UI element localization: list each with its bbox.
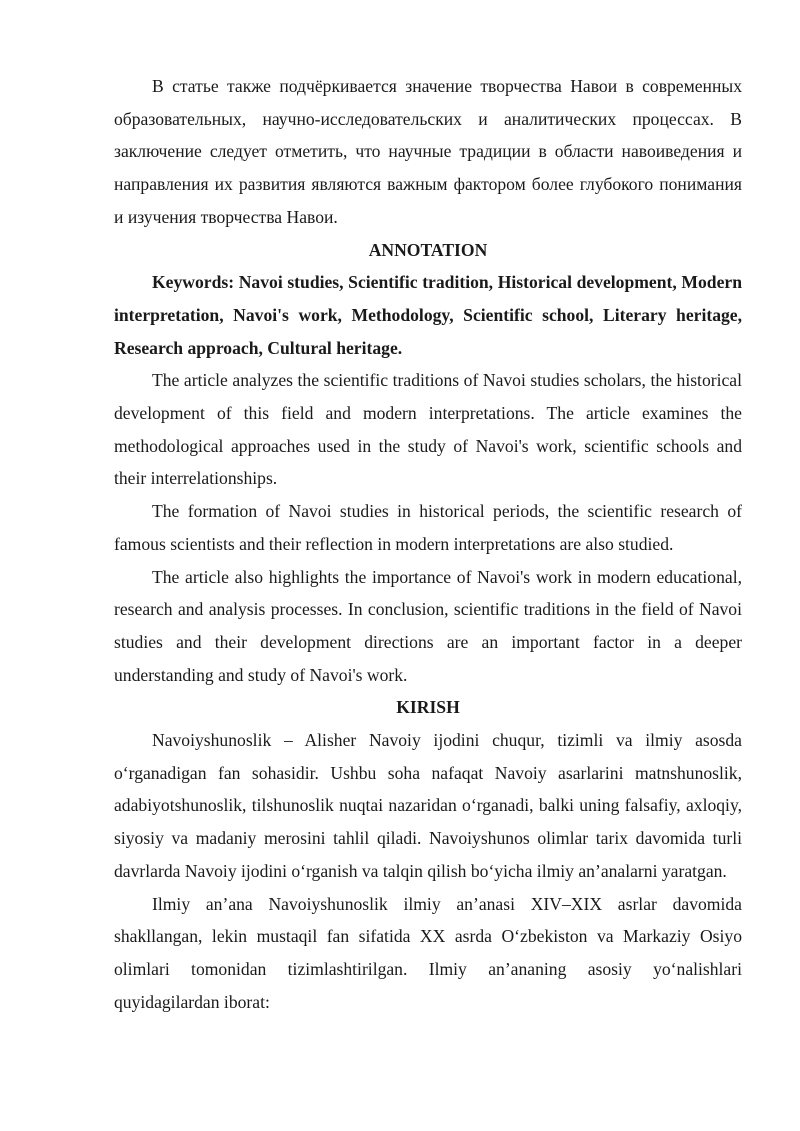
annotation-paragraph-3: The article also highlights the importance of Navoi's work in modern educational, research and analysis processes. In conclusion, scientific traditions in the field of Navoi studies and their development directions are an important factor in a deeper understanding and study of Navoi's work. (114, 566, 742, 685)
kirish-heading: KIRISH (396, 697, 460, 718)
document-page (114, 70, 742, 1018)
keywords-paragraph: Keywords: Navoi studies, Scientific tradition, Historical development, Modern interpretation, Navoi's work, Methodology, Scientific school, Literary heritage, Research approach, Cultural heritage. (114, 272, 742, 358)
annotation-heading: ANNOTATION (368, 239, 488, 260)
kirish-paragraph-2: Ilmiy an’ana Navoiyshunoslik ilmiy an’anasi XIV–XIX asrlar davomida shakllangan, lekin mustaqil fan sifatida XX asrda O‘zbekiston va Markaziy Osiyo olimlari tomonidan tizimlashtirilgan. Ilmiy an’ananing asosiy yo‘nalishlari quyidagilardan iborat: (114, 893, 742, 1012)
annotation-paragraph-2: The formation of Navoi studies in historical periods, the scientific research of famous scientists and their reflection in modern interpretations are also studied. (114, 501, 742, 554)
kirish-paragraph-1: Navoiyshunoslik – Alisher Navoiy ijodini chuqur, tizimli va ilmiy asosda o‘rganadigan fan sohasidir. Ushbu soha nafaqat Navoiy asarlarini matnshunoslik, adabiyotshunoslik, tilshunoslik nuqtai nazaridan o‘rganadi, balki uning falsafiy, axloqiy, siyosiy va madaniy merosini tahlil qiladi. Navoiyshunos olimlar tarix davomida turli davrlarda Navoiy ijodini o‘rganish va talqin qilish bo‘yicha ilmiy an’analarni yaratgan. (114, 730, 742, 881)
russian-summary-paragraph: В статье также подчёркивается значение творчества Навои в современных образовательных, научно-исследовательских и аналитических процессах. В заключение следует отметить, что научные традиции в области навоиведения и направления их развития являются важным фактором более глубокого понимания и изучения творчества Навои. (114, 76, 742, 227)
annotation-paragraph-1: The article analyzes the scientific traditions of Navoi studies scholars, the historical development of this field and modern interpretations. The article examines the methodological approaches used in the study of Navoi's work, scientific schools and their interrelationships. (114, 370, 742, 489)
